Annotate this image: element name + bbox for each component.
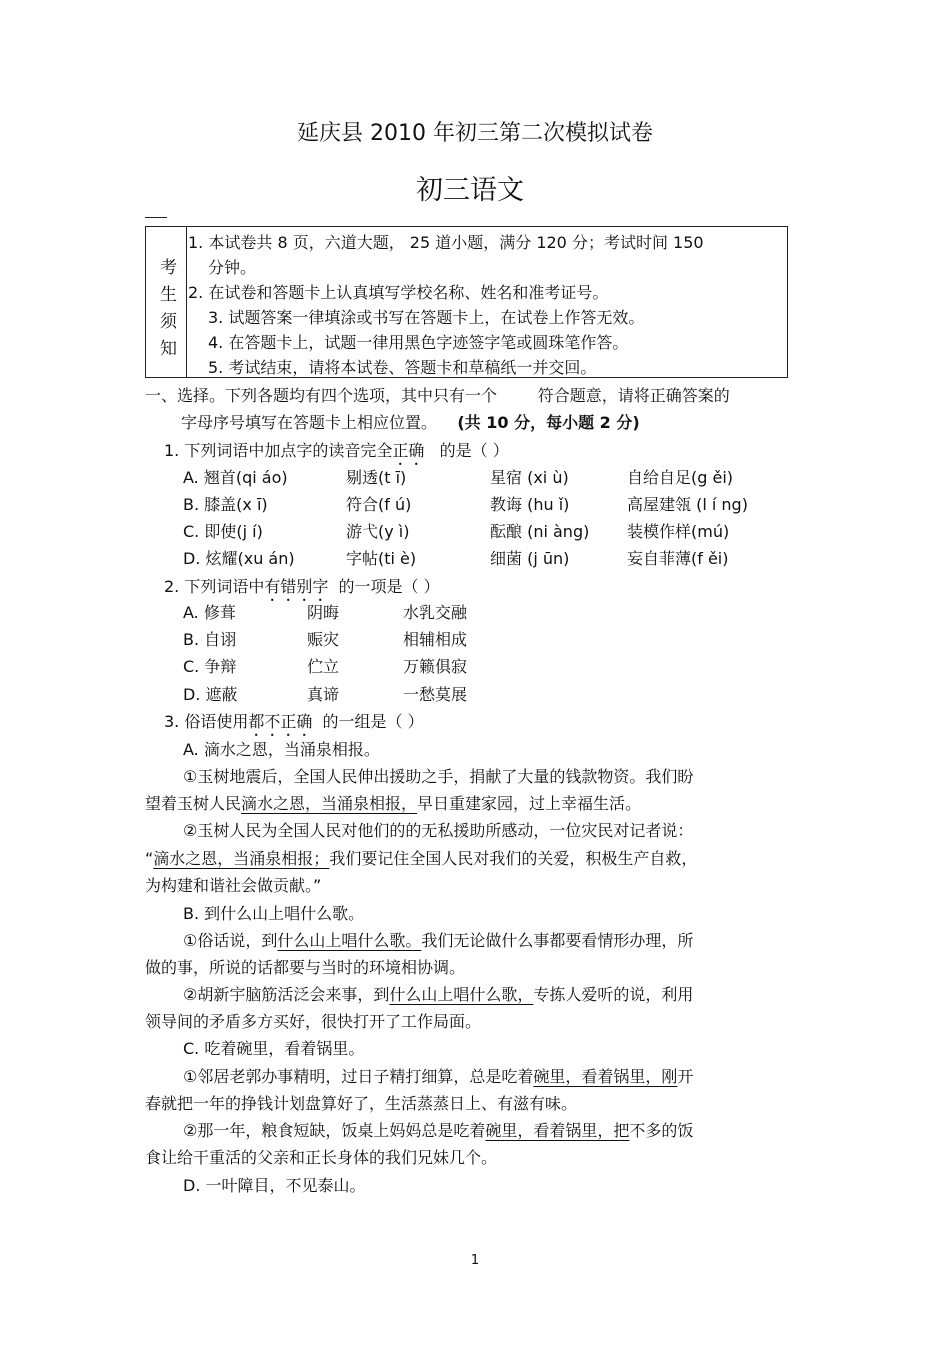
q1-option: 游弋(y ì) [346,522,410,541]
q3-paragraph [183,1118,693,1141]
q3-paragraph: ②玉树人民为全国人民对他们的的无私援助所感动，一位灾民对记者说： [183,821,694,840]
q3-paragraph [145,791,641,814]
q3-paragraph [183,982,693,1005]
q3-paragraph: 春就把一年的挣钱计划盘算好了，生活蒸蒸日上、有滋有味。 [145,1094,578,1113]
q1-option: 高屋建瓴 (l í ng) [627,495,748,514]
q3-option-b-head: B. 到什么山上唱什么歌。 [183,904,365,923]
q2-option: C. 争辩 [183,657,237,676]
notice-box-divider [186,227,187,377]
q1-option: D. 炫耀(xu án) [183,549,295,568]
q1-stem-a: 1. 下列词语中加点字的读音完全 [164,441,393,460]
q2-stem-b: 的一项是（ ） [338,577,440,596]
q1-option: 酝酿 (ni àng) [490,522,590,541]
q3-text: 望着玉树人民 [145,794,242,813]
q3-paragraph: 为构建和谐社会做贡献。” [145,876,322,895]
q3-text: 不多的饭 [629,1121,694,1140]
q2-option: 阴晦 [307,603,340,622]
q3-stem-emph: 都不正确 [248,712,313,731]
q2-stem-a: 2. 下列词语中 [164,577,265,596]
exam-title: 延庆县 2010 年初三第二次模拟试卷 [297,121,653,146]
q1-option: B. 膝盖(x ī) [183,495,268,514]
q3-text: 专拣人爱听的说，利用 [533,985,694,1004]
q2-option: B. 自诩 [183,630,237,649]
section1-instruction-2 [181,410,640,433]
q3-paragraph: 食让给干重活的父亲和正长身体的我们兄妹几个。 [145,1148,498,1167]
q2-option: 伫立 [307,657,340,676]
q3-text: ①邻居老郭办事精明，过日子精打细算，总是吃着 [183,1067,534,1086]
q3-underlined-idiom: 碗里，看着锅里，把 [485,1121,630,1140]
q2-option: D. 遮蔽 [183,685,238,704]
q3-underlined-idiom: 滴水之恩，当涌泉相报； [153,849,330,868]
q1-option: 自给自足(g ěi) [627,468,734,487]
q1-option: 教诲 (hu ǐ) [490,495,570,514]
q3-option-a-head: A. 滴水之恩，当涌泉相报。 [183,740,380,759]
notice-label-char: 考 [160,258,177,278]
q2-option: 赈灾 [307,630,340,649]
q3-text: 早日重建家园，过上幸福生活。 [417,794,642,813]
page-number: 1 [470,1253,480,1268]
q1-option: 细菌 (j ūn) [490,549,570,568]
q3-text: ②那一年，粮食短缺，饭桌上妈妈总是吃着 [183,1121,486,1140]
notice-item: 分钟。 [208,258,257,277]
q3-paragraph [145,846,697,869]
notice-item: 5. 考试结束，请将本试卷、答题卡和草稿纸一并交回。 [208,358,597,377]
q3-paragraph: 做的事，所说的话都要与当时的环境相协调。 [145,958,466,977]
notice-item: 1. 本试卷共 8 页，六道大题， 25 道小题，满分 120 分；考试时间 150 [188,233,704,252]
q1-option: C. 即使(j í) [183,522,263,541]
notice-item: 3. 试题答案一律填涂或书写在答题卡上，在试卷上作答无效。 [208,308,645,327]
subject-title: 初三语文 [416,175,524,206]
q1-option: 剔透(t ī) [346,468,407,487]
q2-option: 万籁俱寂 [403,657,468,676]
q3-text: ①俗话说，到 [183,931,278,950]
q2-option: 相辅相成 [403,630,468,649]
q1-option: 字帖(ti è) [346,549,417,568]
q3-paragraph: ①玉树地震后，全国人民伸出援助之手，捐献了大量的钱款物资。我们盼 [183,767,694,786]
q3-text: 开 [677,1067,694,1086]
q3-underlined-idiom: 滴水之恩，当涌泉相报， [241,794,418,813]
notice-label-char: 须 [160,312,177,332]
q1-option: 妄自菲薄(f ěi) [627,549,729,568]
q3-text: “ [145,849,154,868]
q1-option: A. 翘首(qi áo) [183,468,288,487]
q3-paragraph [183,928,693,951]
notice-item: 4. 在答题卡上，试题一律用黑色字迹签字笔或圆珠笔作答。 [208,333,629,352]
q3-stem-b: 的一组是（ ） [322,712,424,731]
q2-option: 一愁莫展 [403,685,468,704]
section1-line1: 一、选择。下列各题均有四个选项，其中只有一个 [145,386,498,405]
q2-option: 水乳交融 [403,603,468,622]
q3-text: 我们要记住全国人民对我们的关爱，积极生产自救， [329,849,698,868]
q3-text: ②胡新宇脑筋活泛会来事，到 [183,985,390,1004]
q3-underlined-idiom: 碗里，看着锅里，刚 [533,1067,678,1086]
notice-item: 2. 在试卷和答题卡上认真填写学校名称、姓名和准考证号。 [188,283,609,302]
q3-stem-a: 3. 俗语使用 [164,712,249,731]
q3-underlined-idiom: 什么山上唱什么歌， [389,985,534,1004]
notice-label-char: 知 [160,339,177,359]
q3-underlined-idiom: 什么山上唱什么歌。 [277,931,422,950]
q2-option: 真谛 [307,685,340,704]
section1-line2: 字母序号填写在答题卡上相应位置。 [181,413,438,432]
q3-paragraph [183,1064,693,1087]
q2-stem-emph: 有错别字 [264,577,329,596]
q1-option: 星宿 (xi ù) [490,468,569,487]
section1-instruction [145,383,730,406]
section1-line1-rest: 符合题意，请将正确答案的 [537,386,730,405]
q3-paragraph: 领导间的矛盾多方买好，很快打开了工作局面。 [145,1012,482,1031]
q1-option: 装模作样(mú) [627,522,730,541]
q1-stem-emph: 正确 [392,441,425,460]
q2-option: A. 修葺 [183,603,236,622]
q3-stem [164,709,424,740]
q1-stem-b: 的是（ ） [439,441,509,460]
q3-option-d-head: D. 一叶障目，不见泰山。 [183,1176,366,1195]
q3-text: 我们无论做什么事都要看情形办理，所 [421,931,694,950]
q1-option: 符合(f ú) [346,495,412,514]
notice-label-char: 生 [160,285,177,305]
section-dash [145,217,167,218]
q3-option-c-head: C. 吃着碗里，看着锅里。 [183,1039,365,1058]
section1-score: (共 10 分，每小题 2 分) [457,413,640,432]
